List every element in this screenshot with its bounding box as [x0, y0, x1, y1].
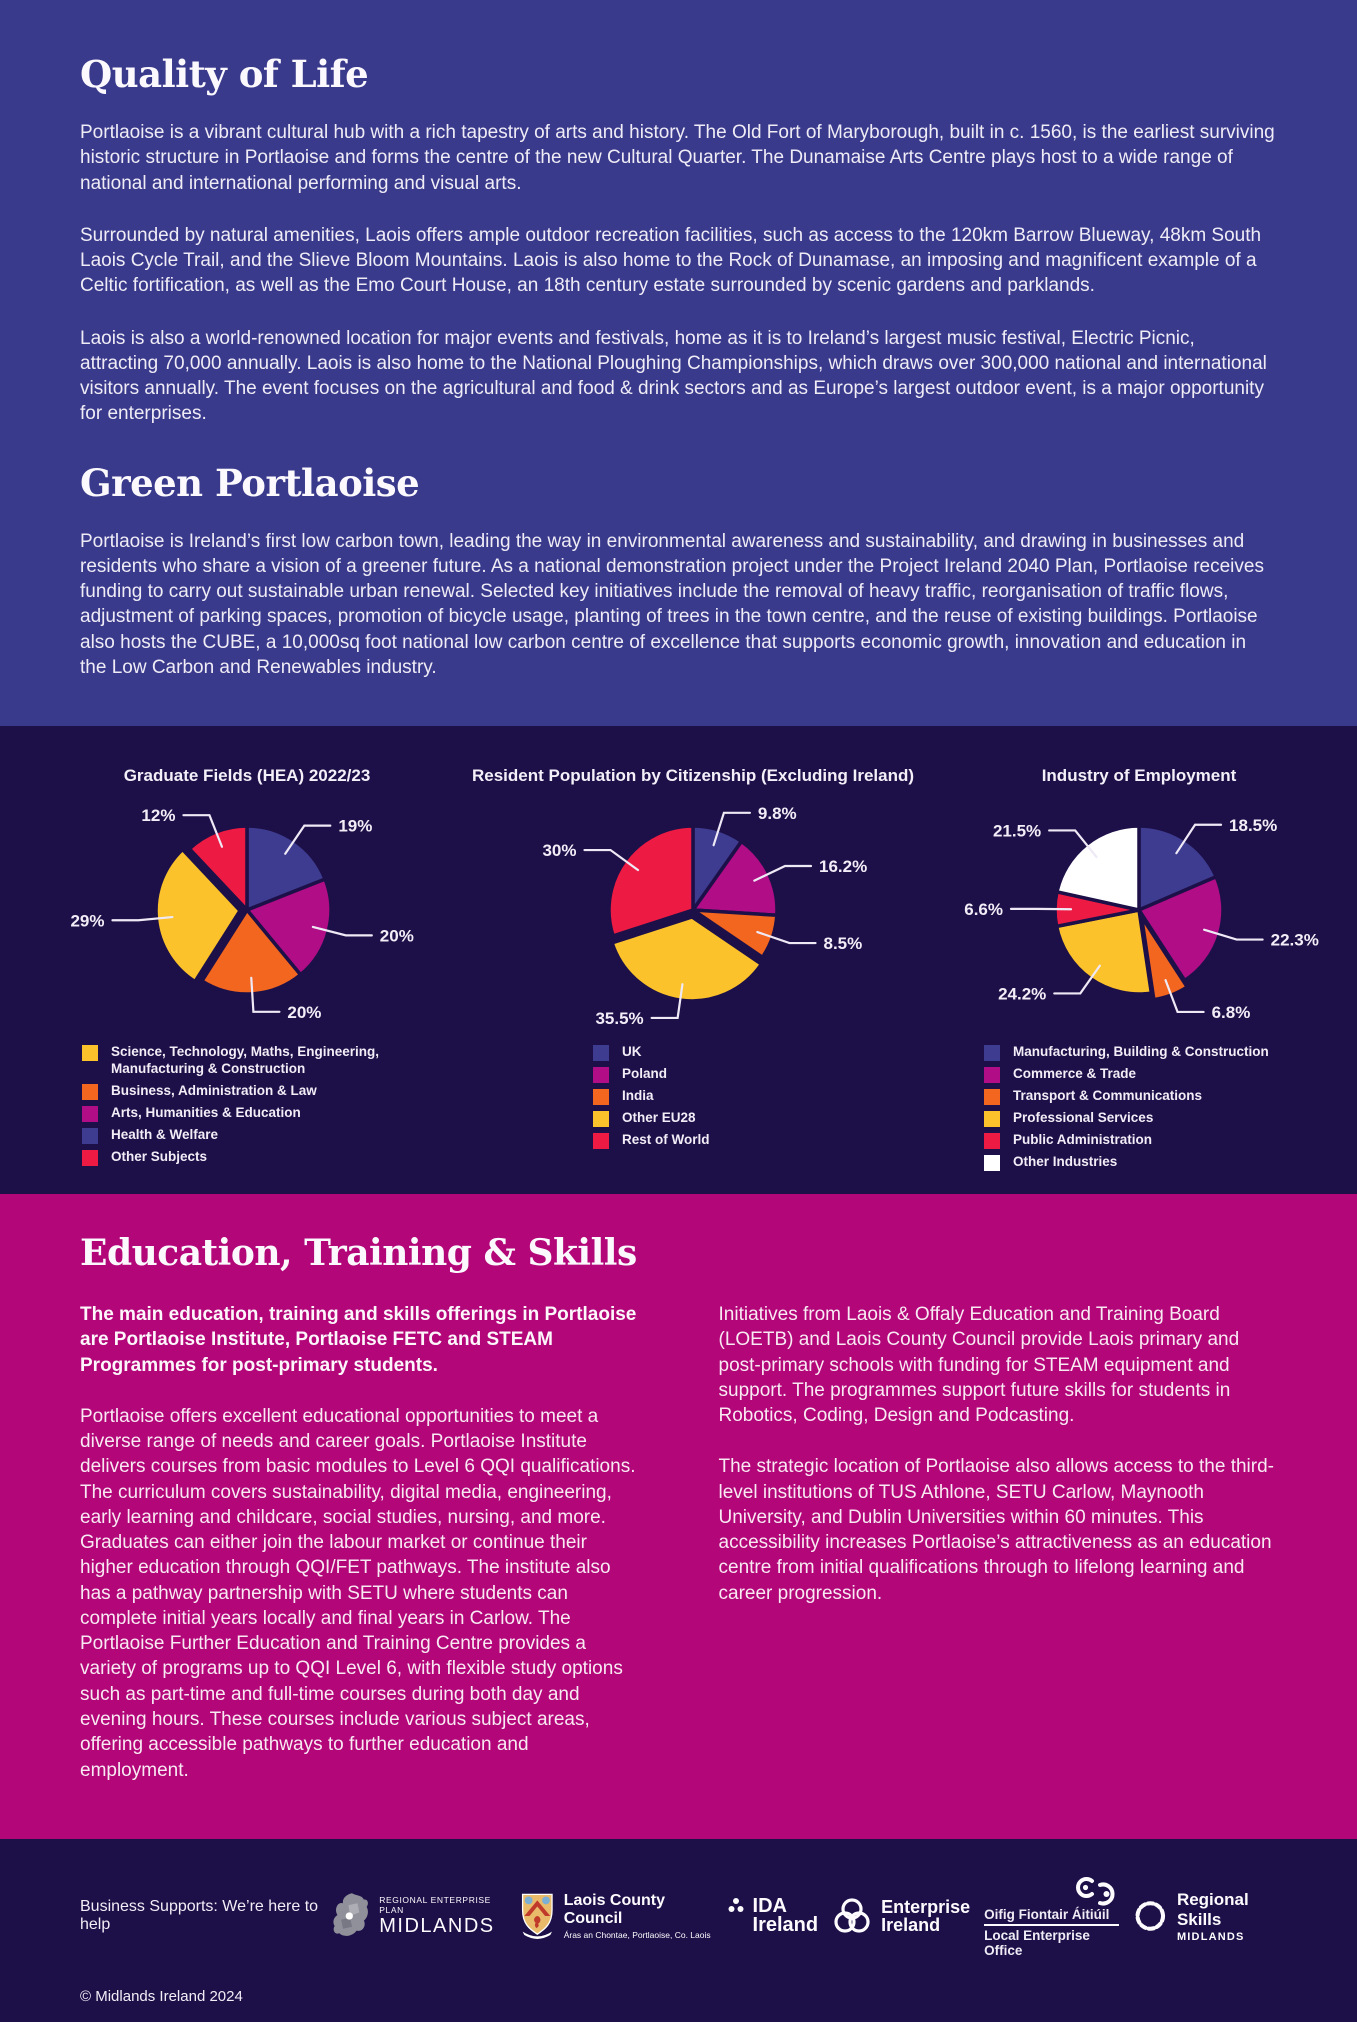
quality-of-life-section: [0, 0, 1357, 726]
logo-line: Ireland: [881, 1916, 970, 1934]
legend-swatch: [984, 1089, 1000, 1105]
paragraph: Portlaoise is a vibrant cultural hub with a rich tapestry of arts and history. The Old Fort of Maryborough, built in c. 1560, is the earliest surviving historic structure in Portlaoise and forms the centre of the new Cultural Quarter. The Dunamaise Arts Centre plays host to a wide range of national and international performing and visual arts.: [80, 120, 1277, 196]
pie-percent-label: 20%: [287, 1003, 321, 1022]
legend-item: [984, 1110, 1294, 1127]
legend-swatch: [984, 1155, 1000, 1171]
pie-percent-label: 35.5%: [595, 1009, 643, 1028]
logo-text: [881, 1898, 970, 1934]
logo-text: [984, 1907, 1119, 1958]
legend-label: Arts, Humanities & Education: [111, 1105, 301, 1122]
legend-label: Manufacturing, Building & Construction: [1013, 1044, 1269, 1061]
logo-text: [564, 1892, 714, 1940]
legend-label: Other Subjects: [111, 1149, 207, 1166]
legend-item: [82, 1083, 412, 1100]
legend-label: Public Administration: [1013, 1132, 1152, 1149]
legend-label: Rest of World: [622, 1132, 710, 1149]
legend-item: [593, 1132, 793, 1149]
logo-line: Laois County Council: [564, 1892, 714, 1928]
pie-percent-label: 16.2%: [819, 857, 867, 876]
legend-item: [984, 1066, 1294, 1083]
quality-of-life-heading: Quality of Life: [80, 52, 1277, 96]
paragraph: Initiatives from Laois & Offaly Education and Training Board (LOETB) and Laois County Council provide Laois primary and post-primary schools with funding for STEAM equipment and support. The programmes support future skills for students in Robotics, Coding, Design and Podcasting.: [719, 1302, 1278, 1428]
resident-population-chart: [470, 766, 916, 1176]
pie-chart-svg: [470, 788, 916, 1038]
legend-swatch: [984, 1067, 1000, 1083]
logo-line: Enterprise: [881, 1898, 970, 1916]
legend-label: Transport & Communications: [1013, 1088, 1202, 1105]
ida-dots-icon: [728, 1897, 744, 1915]
legend-swatch: [82, 1150, 98, 1166]
footer-logos-row: [80, 1875, 1287, 1958]
legend-label: Professional Services: [1013, 1110, 1153, 1127]
pie-percent-label: 30%: [542, 841, 576, 860]
ireland-map-icon: [332, 1890, 370, 1942]
footer: [0, 1839, 1357, 2022]
copyright-text: © Midlands Ireland 2024: [80, 1988, 1287, 2005]
paragraph: Portlaoise is Ireland’s first low carbon town, leading the way in environmental awareness and sustainability, and drawing in businesses and residents who share a vision of a greener future. As a national demonstration project under the Project Ireland 2040 Plan, Portlaoise receives funding to carry out sustainable urban renewal. Selected key initiatives include the removal of heavy traffic, reorganisation of traffic flows, adjustment of parking spaces, promotion of bicycle usage, planting of trees in the town centre, and the reuse of existing buildings. Portlaoise also hosts the CUBE, a 10,000sq foot national low carbon centre of excellence that supports economic growth, innovation and education in the Low Carbon and Renewables industry.: [80, 529, 1277, 681]
logo-line: Regional Skills: [1177, 1890, 1287, 1930]
legend-item: [593, 1044, 793, 1061]
legend-swatch: [593, 1045, 609, 1061]
business-supports-text: Business Supports: We’re here to help: [80, 1898, 332, 1934]
ida-ireland-logo: [728, 1897, 819, 1935]
chart-title: Resident Population by Citizenship (Excluding Ireland): [472, 766, 914, 786]
logo-line: MIDLANDS: [1177, 1931, 1287, 1943]
pie-percent-label: 24.2%: [998, 984, 1046, 1003]
paragraph: Surrounded by natural amenities, Laois offers ample outdoor recreation facilities, such as access to the 120km Barrow Blueway, 48km South Laois Cycle Trail, and the Slieve Bloom Mountains. Laois is also home to the Rock of Dunamase, an imposing and magnificent example of a Celtic fortification, as well as the Emo Court House, an 18th century estate surrounded by scenic gardens and parklands.: [80, 223, 1277, 299]
chart-legend: [984, 1044, 1294, 1176]
legend-swatch: [593, 1067, 609, 1083]
legend-item: [593, 1088, 793, 1105]
logo-text: [379, 1895, 506, 1938]
logo-line: Ireland: [753, 1916, 819, 1935]
regional-skills-logo: [1133, 1890, 1287, 1943]
legend-swatch: [82, 1128, 98, 1144]
regional-skills-ring-icon: [1133, 1897, 1168, 1935]
logo-line: MIDLANDS: [379, 1915, 506, 1938]
pie-percent-label: 8.5%: [824, 934, 863, 953]
green-portlaoise-heading: Green Portlaoise: [80, 461, 1277, 505]
legend-item: [984, 1132, 1294, 1149]
paragraph: Laois is also a world-renowned location for major events and festivals, home as it is to Ireland’s largest music festival, Electric Picnic, attracting 70,000 annually. Laois is also home to the National Ploughing Championships, which draws over 300,000 national and international visitors annually. The event focuses on the agricultural and food & drink sectors and as Europe’s largest outdoor event, is a major opportunity for enterprises.: [80, 326, 1277, 427]
legend-label: India: [622, 1088, 654, 1105]
legend-label: Poland: [622, 1066, 667, 1083]
pie-percent-label: 21.5%: [993, 821, 1041, 840]
graduate-fields-chart: [24, 766, 470, 1176]
legend-label: UK: [622, 1044, 642, 1061]
paragraph: The strategic location of Portlaoise also allows access to the third-level institutions of TUS Athlone, SETU Carlow, Maynooth University, and Dublin Universities within 60 minutes. This accessibility increases Portlaoise’s attractiveness as an education centre from initial qualifications through to lifelong learning and career progression.: [719, 1454, 1278, 1606]
legend-item: [82, 1105, 412, 1122]
pie-percent-label: 20%: [380, 926, 414, 945]
logo-line: REGIONAL ENTERPRISE PLAN: [379, 1895, 506, 1915]
legend-swatch: [984, 1133, 1000, 1149]
legend-label: Health & Welfare: [111, 1127, 218, 1144]
logo-line: Oifig Fiontair Áitiúil: [984, 1907, 1119, 1926]
logo-line: Local Enterprise Office: [984, 1928, 1119, 1958]
chart-legend: [593, 1044, 793, 1154]
chart-title: Graduate Fields (HEA) 2022/23: [124, 766, 371, 786]
education-left-column: [80, 1302, 639, 1809]
laois-county-council-logo: [520, 1890, 713, 1942]
chart-legend: [82, 1044, 412, 1171]
education-training-skills-section: [0, 1194, 1357, 1839]
legend-label: Business, Administration & Law: [111, 1083, 317, 1100]
legend-swatch: [984, 1045, 1000, 1061]
pie-percent-label: 29%: [70, 911, 104, 930]
legend-swatch: [593, 1089, 609, 1105]
education-right-column: [719, 1302, 1278, 1809]
logo-line: Áras an Chontae, Portlaoise, Co. Laois: [564, 1930, 714, 1940]
pie-chart-svg: [24, 788, 470, 1038]
legend-swatch: [82, 1045, 98, 1061]
leo-icon: [1073, 1875, 1119, 1907]
enterprise-ireland-knot-icon: [832, 1896, 872, 1936]
legend-label: Other EU28: [622, 1110, 696, 1127]
pie-percent-label: 18.5%: [1229, 816, 1277, 835]
legend-swatch: [984, 1111, 1000, 1127]
pie-percent-label: 22.3%: [1271, 931, 1319, 950]
enterprise-ireland-logo: [832, 1896, 970, 1936]
legend-swatch: [82, 1084, 98, 1100]
legend-swatch: [82, 1106, 98, 1122]
education-intro: The main education, training and skills offerings in Portlaoise are Portlaoise Institute, Portlaoise FETC and STEAM Programmes for post-primary students.: [80, 1302, 639, 1378]
local-enterprise-office-logo: [984, 1875, 1119, 1958]
chart-title: Industry of Employment: [1042, 766, 1237, 786]
legend-item: [82, 1044, 412, 1078]
pie-percent-label: 6.8%: [1212, 1003, 1251, 1022]
pie-percent-label: 12%: [141, 806, 175, 825]
charts-section: [0, 726, 1357, 1194]
logo-line: IDA: [753, 1897, 819, 1916]
regional-enterprise-plan-logo: [332, 1890, 506, 1942]
legend-swatch: [593, 1111, 609, 1127]
legend-item: [984, 1044, 1294, 1061]
pie-chart-svg: [916, 788, 1357, 1038]
legend-label: Other Industries: [1013, 1154, 1117, 1171]
laois-crest-icon: [520, 1890, 555, 1942]
legend-item: [984, 1154, 1294, 1171]
logo-text: [753, 1897, 819, 1935]
legend-item: [82, 1127, 412, 1144]
legend-item: [593, 1110, 793, 1127]
legend-label: Science, Technology, Maths, Engineering, Manufacturing & Construction: [111, 1044, 412, 1078]
legend-label: Commerce & Trade: [1013, 1066, 1136, 1083]
education-columns: [80, 1302, 1277, 1809]
pie-percent-label: 9.8%: [758, 804, 797, 823]
partner-logos: [332, 1875, 1287, 1958]
pie-percent-label: 19%: [338, 817, 372, 836]
pie-percent-label: 6.6%: [964, 900, 1003, 919]
education-heading: Education, Training & Skills: [80, 1232, 1277, 1274]
logo-text: [1177, 1890, 1287, 1943]
legend-item: [82, 1149, 412, 1166]
industry-of-employment-chart: [916, 766, 1357, 1176]
paragraph: Portlaoise offers excellent educational opportunities to meet a diverse range of needs and career goals. Portlaoise Institute delivers courses from basic modules to Level 6 QQI qualifications. The curriculum covers sustainability, digital media, engineering, early learning and childcare, social studies, nursing, and more. Graduates can either join the labour market or continue their higher education through QQI/FET pathways. The institute also has a pathway partnership with SETU where students can complete initial years locally and final years in Carlow. The Portlaoise Further Education and Training Centre provides a variety of programs up to QQI Level 6, with flexible study options such as part-time and full-time courses during both day and evening hours. These courses include various subject areas, offering accessible pathways to further education and employment.: [80, 1404, 639, 1783]
legend-item: [984, 1088, 1294, 1105]
legend-swatch: [593, 1133, 609, 1149]
legend-item: [593, 1066, 793, 1083]
